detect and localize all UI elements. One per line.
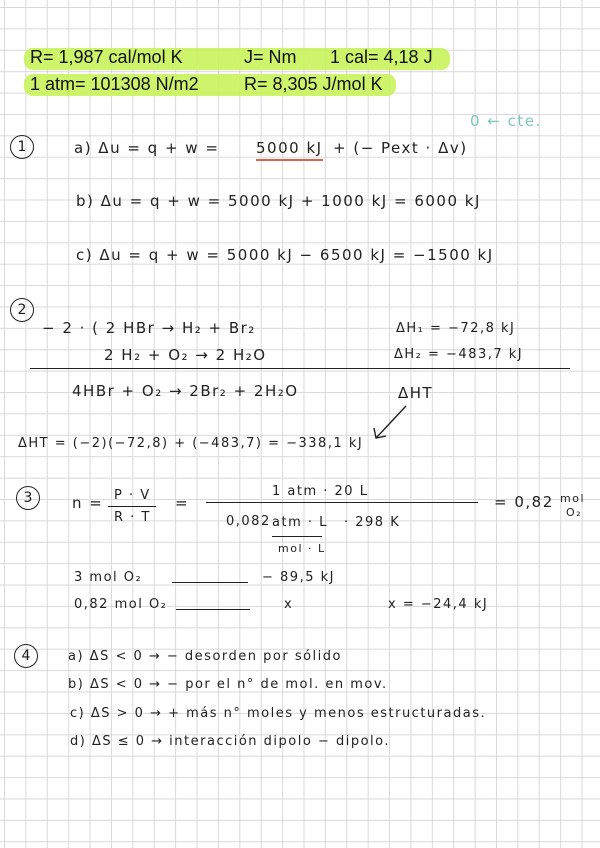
p3-rt: R · T: [114, 510, 151, 525]
p3-mol-l: mol · L: [278, 542, 326, 555]
problem-number-2: 2: [10, 298, 34, 322]
p2-equation-1: − 2 · ( 2 HBr → H₂ + Br₂: [42, 319, 256, 337]
constant-joule: J= Nm: [244, 47, 297, 67]
p4-d: d) ΔS ≤ 0 → interacción dipolo − dipolo.: [70, 734, 391, 749]
p3-row1-a: 3 mol O₂: [74, 570, 143, 585]
p3-row2-b: x: [284, 597, 294, 612]
p3-row1-dash: [172, 582, 248, 583]
p3-equals: =: [175, 494, 190, 512]
p3-fraction-line-1: [108, 506, 156, 507]
p3-result: = 0,82: [494, 493, 554, 511]
constant-r-cal: R= 1,987 cal/mol K: [30, 47, 183, 67]
p2-enthalpy-1: ΔH₁ = −72,8 kJ: [396, 321, 516, 336]
p3-fraction-line-2: [206, 502, 478, 503]
p1-a-prefix: a) Δu = q + w =: [74, 139, 220, 157]
p3-row2-dash: [176, 609, 250, 610]
p3-row2-c: x = −24,4 kJ: [388, 597, 489, 612]
p3-denominator-a: 0,082: [226, 514, 271, 529]
p2-sum-line: [30, 368, 570, 369]
p1-a-rest: + (− Pext · Δv): [333, 139, 468, 157]
p3-numerator: 1 atm · 20 L: [272, 484, 369, 499]
p4-c: c) ΔS > 0 → + más n° moles y menos estructuradas.: [70, 706, 487, 721]
p2-calculation: ΔHT = (−2)(−72,8) + (−483,7) = −338,1 kJ: [18, 436, 364, 451]
constant-r-joule: R= 8,305 J/mol K: [244, 74, 383, 94]
p3-denominator-c: · 298 K: [344, 515, 401, 530]
arrow-icon: [370, 404, 410, 444]
p1-b-line: b) Δu = q + w = 5000 kJ + 1000 kJ = 6000 kJ: [76, 192, 481, 210]
p2-total-equation: 4HBr + O₂ → 2Br₂ + 2H₂O: [72, 382, 299, 400]
p2-total-enthalpy-label: ΔHT: [398, 384, 434, 402]
p3-denominator-b: atm · L: [272, 515, 328, 530]
p4-a: a) ΔS < 0 → − desorden por sólido: [68, 649, 342, 664]
p3-pv: P · V: [114, 488, 151, 503]
problem-number-4: 4: [14, 644, 38, 668]
constant-cal: 1 cal= 4,18 J: [330, 47, 433, 67]
p2-equation-2: 2 H₂ + O₂ → 2 H₂O: [104, 346, 267, 364]
problem-number-3: 3: [16, 486, 40, 510]
constant-note: 0 ← cte.: [470, 112, 542, 130]
p3-result-unit-a: mol: [560, 492, 586, 505]
p1-a-value: 5000 kJ: [256, 139, 323, 161]
problem-number-1: 1: [10, 135, 34, 159]
p3-fraction-line-3: [272, 536, 322, 537]
p4-b: b) ΔS < 0 → − por el n° de mol. en mov.: [68, 677, 388, 692]
p3-n-label: n =: [72, 494, 104, 512]
p3-row1-b: − 89,5 kJ: [262, 570, 335, 585]
constant-atm: 1 atm= 101308 N/m2: [30, 74, 199, 94]
p1-c-line: c) Δu = q + w = 5000 kJ − 6500 kJ = −1500 kJ: [76, 246, 494, 264]
p3-result-unit-b: O₂: [566, 506, 583, 519]
p2-enthalpy-2: ΔH₂ = −483,7 kJ: [394, 347, 524, 362]
p3-row2-a: 0,82 mol O₂: [74, 597, 168, 612]
